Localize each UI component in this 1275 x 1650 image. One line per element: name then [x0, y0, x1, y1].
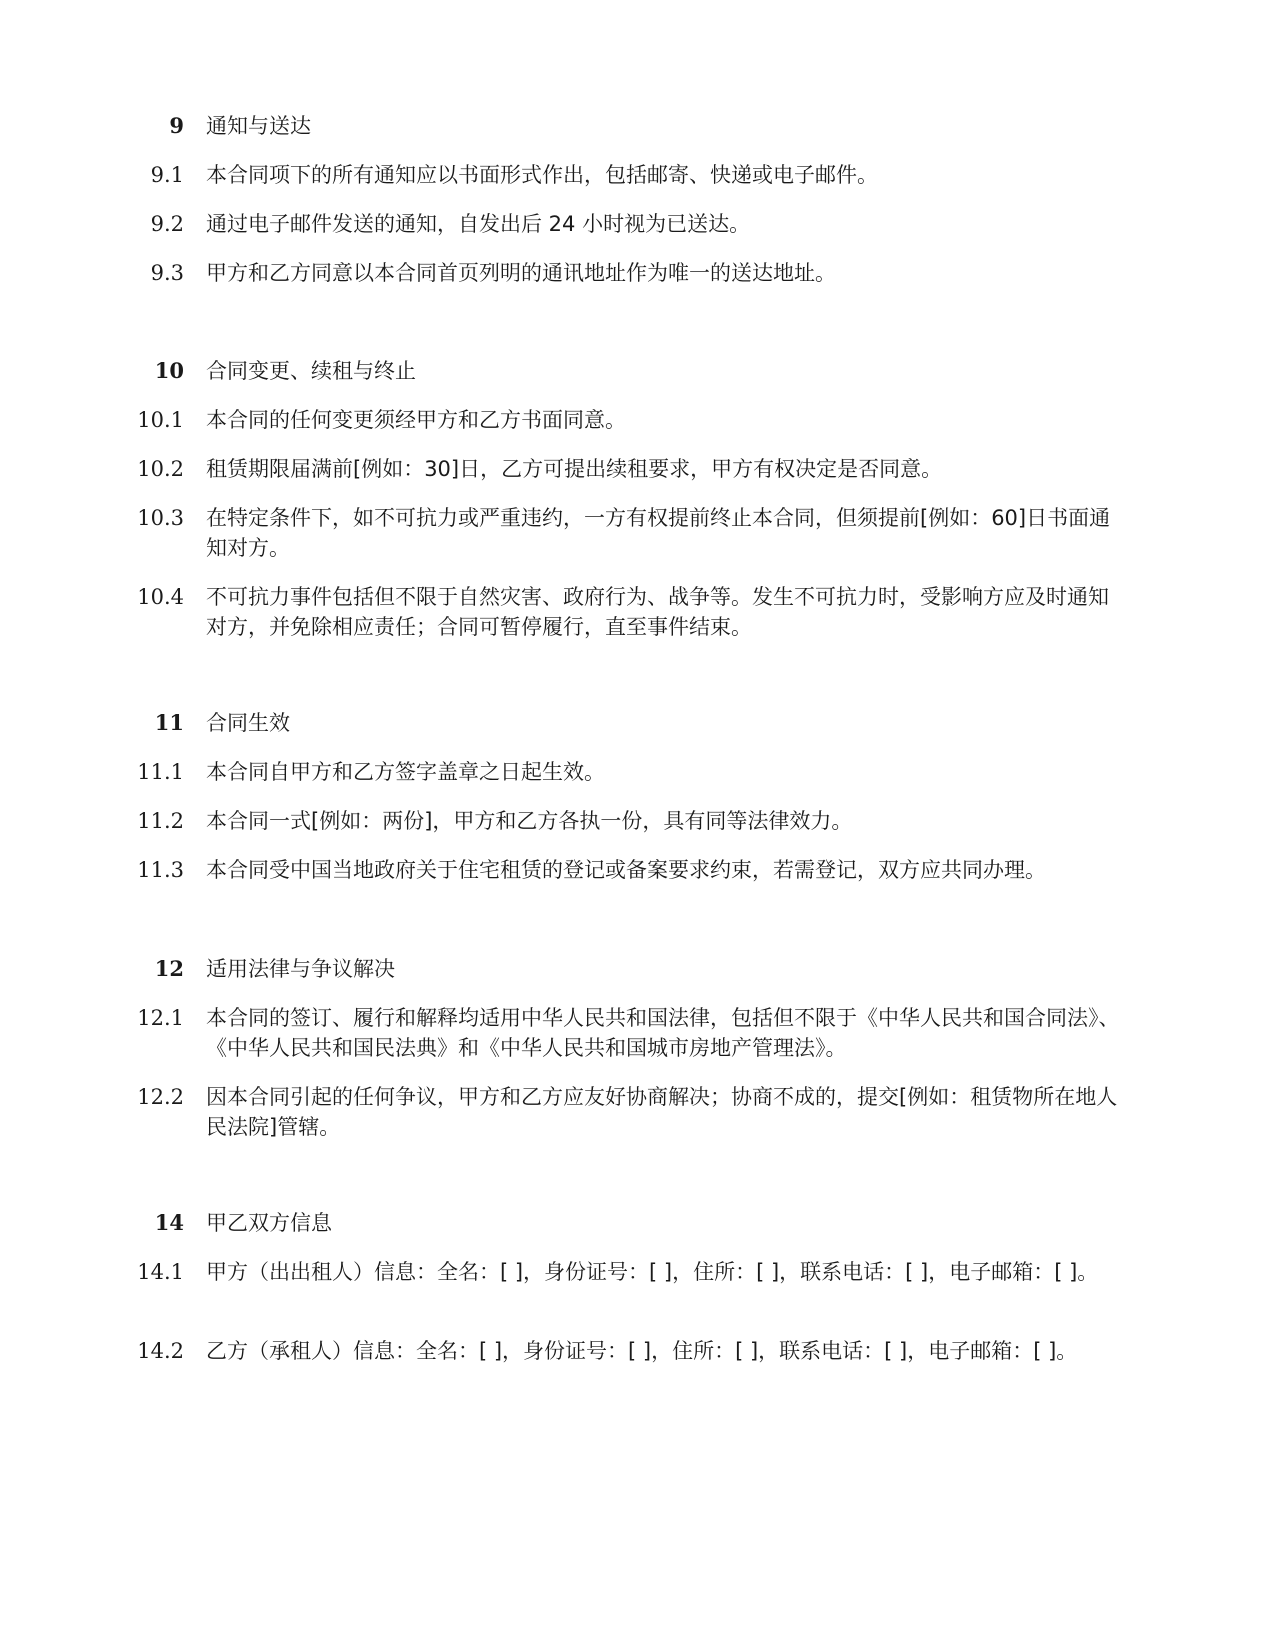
clause-number: 11.3 — [137, 858, 184, 882]
section-number: 9 — [169, 113, 184, 138]
clause-number: 10.2 — [137, 457, 184, 481]
clause — [0, 1003, 1275, 1082]
clause-number: 10.1 — [137, 408, 184, 432]
section-title: 合同生效 — [206, 711, 290, 735]
clause-number: 12.1 — [137, 1006, 184, 1030]
clause-number: 9.3 — [150, 261, 184, 285]
clause — [0, 1082, 1275, 1161]
clause-number: 11.1 — [137, 760, 184, 784]
clause-number: 9.2 — [150, 212, 184, 236]
clause-text: 租赁期限届满前[例如：30]日，乙方可提出续租要求，甲方有权决定是否同意。 — [206, 457, 943, 481]
clause — [0, 855, 1275, 904]
section-heading — [0, 708, 1275, 757]
section-number: 14 — [154, 1210, 184, 1235]
section-14 — [0, 1208, 1275, 1385]
clause-text: 本合同一式[例如：两份]，甲方和乙方各执一份，具有同等法律效力。 — [206, 809, 853, 833]
clause-text: 通过电子邮件发送的通知，自发出后 24 小时视为已送达。 — [206, 212, 751, 236]
clause — [0, 405, 1275, 454]
section-heading — [0, 1208, 1275, 1257]
clause — [0, 582, 1275, 661]
clause-number: 10.3 — [137, 506, 184, 530]
section-number: 10 — [154, 358, 184, 383]
clause-text: 本合同项下的所有通知应以书面形式作出，包括邮寄、快递或电子邮件。 — [206, 163, 878, 187]
clause — [0, 503, 1275, 582]
section-12 — [0, 954, 1275, 1161]
clause-text: 本合同自甲方和乙方签字盖章之日起生效。 — [206, 760, 605, 784]
section-title: 甲乙双方信息 — [206, 1211, 332, 1235]
clause — [0, 454, 1275, 503]
clause-number: 12.2 — [137, 1085, 184, 1109]
clause-number: 11.2 — [137, 809, 184, 833]
clause-number: 14.2 — [137, 1339, 184, 1363]
clause-text: 乙方（承租人）信息：全名：[ ]，身份证号：[ ]，住所：[ ]，联系电话：[ ]，电子邮箱：[ ]。 — [206, 1339, 1078, 1363]
clause — [0, 209, 1275, 258]
clause-text: 不可抗力事件包括但不限于自然灾害、政府行为、战争等。发生不可抗力时，受影响方应及时通知对方，并免除相应责任；合同可暂停履行，直至事件结束。 — [206, 585, 1109, 639]
clause — [0, 258, 1275, 307]
clause-text: 在特定条件下，如不可抗力或严重违约，一方有权提前终止本合同，但须提前[例如：60]日书面通知对方。 — [206, 506, 1111, 560]
section-heading — [0, 356, 1275, 405]
clause — [0, 1257, 1275, 1336]
section-number: 11 — [154, 710, 184, 735]
clause-number: 10.4 — [137, 585, 184, 609]
clause-text: 本合同受中国当地政府关于住宅租赁的登记或备案要求约束，若需登记，双方应共同办理。 — [206, 858, 1046, 882]
clause-text: 本合同的任何变更须经甲方和乙方书面同意。 — [206, 408, 626, 432]
clause-text: 因本合同引起的任何争议，甲方和乙方应友好协商解决；协商不成的，提交[例如：租赁物所在地人民法院]管辖。 — [206, 1085, 1118, 1139]
clause-number: 9.1 — [150, 163, 184, 187]
section-9 — [0, 111, 1275, 307]
clause-text: 甲方（出出租人）信息：全名：[ ]，身份证号：[ ]，住所：[ ]，联系电话：[ ]，电子邮箱：[ ]。 — [206, 1260, 1099, 1284]
clause — [0, 1336, 1275, 1385]
section-title: 适用法律与争议解决 — [206, 957, 395, 981]
clause — [0, 757, 1275, 806]
clause-text: 本合同的签订、履行和解释均适用中华人民共和国法律，包括但不限于《中华人民共和国合同法》、《中华人民共和国民法典》和《中华人民共和国城市房地产管理法》。 — [206, 1006, 1120, 1060]
clause-text: 甲方和乙方同意以本合同首页列明的通讯地址作为唯一的送达地址。 — [206, 261, 836, 285]
section-number: 12 — [154, 956, 184, 981]
section-heading — [0, 954, 1275, 1003]
clause — [0, 160, 1275, 209]
section-10 — [0, 356, 1275, 661]
clause — [0, 806, 1275, 855]
section-11 — [0, 708, 1275, 904]
section-title: 通知与送达 — [206, 114, 311, 138]
section-heading — [0, 111, 1275, 160]
clause-number: 14.1 — [137, 1260, 184, 1284]
section-title: 合同变更、续租与终止 — [206, 359, 416, 383]
